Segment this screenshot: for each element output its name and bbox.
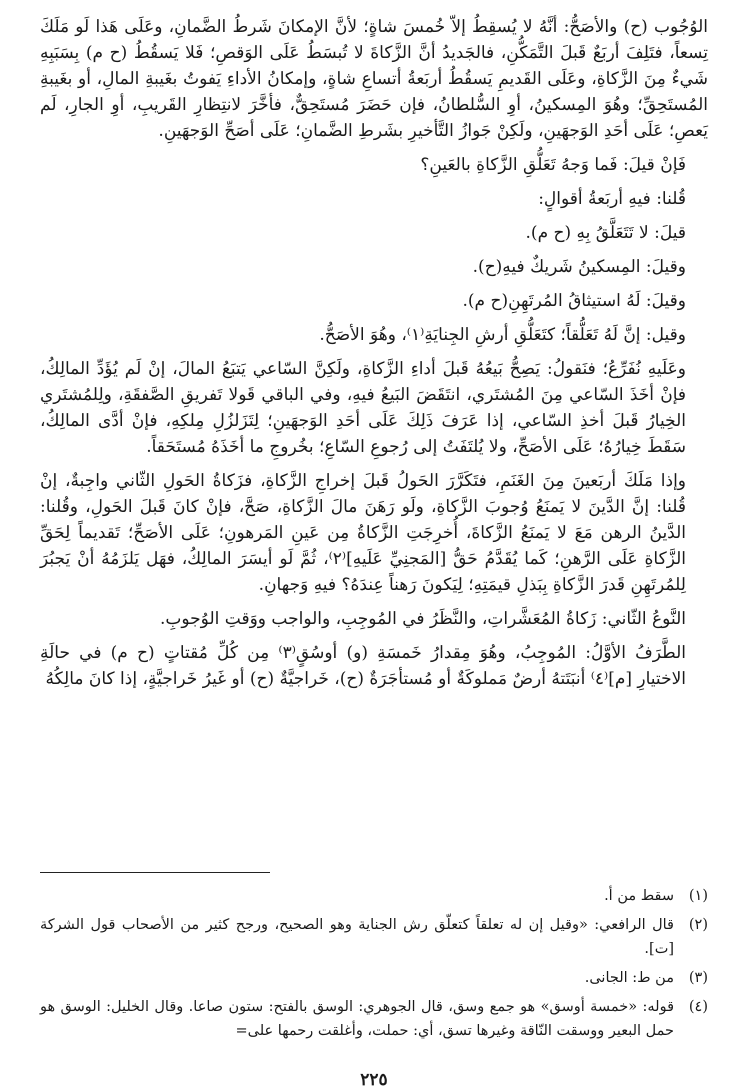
paragraph: قيلَ: لا تَتَعَلَّقُ بِهِ (ح م). (525, 223, 686, 243)
footnote-text: سقط من أ. (604, 888, 674, 904)
paragraph: وإذا مَلَكَ أربَعينَ مِنَ الغَنَمِ، فتَكَرَّرَ الحَولُ قَبلَ إخراجِ الزَّكاةِ، فزَكاةُ الحَولِ الثّاني واجِبةٌ، إنْ قُلنا: إنَّ الدَّينَ لا يَمنَعُ وُجوبَ الزَّكاةِ، ولَو رَهَنَ مالَ الزَّكاةِ، صَحَّ، فإنْ كانَ قَبلَ الحَولِ، وقُلنا: الدَّينُ الرهن مَعَ لا يَمنَعُ الزَّكاةَ، أُخرِجَتِ الزَّكاةُ مِن عَينِ المَرهونِ؛ عَلَى الأصَحِّ؛ تَقديماً لِحَقِّ الزَّكاةِ عَلَى الرَّهنِ؛ كَما يُقَدَّمُ حَقُّ [المَجنِيِّ عَلَيهِ]⁽٢⁾، ثُمَّ لَو أيسَرَ المالِكُ، فهَل يَلزَمُهُ أنْ يَجبُرَ لِلمُرتَهِنِ قَدرَ الزَّكاةِ بِبَذلِ قيمَتِهِ؛ لِيَكونَ رَهناً عِندَهُ؟ فيهِ وَجهانِ. (40, 471, 686, 595)
paragraph: وعَلَيهِ نُفَرِّعُ؛ فنَقولُ: يَصِحُّ بَيعُهُ قَبلَ أداءِ الزَّكاةِ، ولَكِنَّ السّاعي يَتبَعُ المالَ، إنْ لَم يُؤَدِّ المالِكُ، فإنْ أخَذَ السّاعي مِنَ المُشتَري، انتَقَضَ البَيعُ فيهِ، وفي الباقي قَولا تَفريقِ الصَّفقَةِ، ولِلمُشتَري الخِيارُ قَبلَ أخذِ السّاعي، إذا عَرَفَ ذَلِكَ عَلَى أحَدِ الوَجهَينِ؛ لِتَزَلزُلِ مِلكِهِ، فإنْ أدَّى المالِكُ، سَقَطَ خِيارُهُ؛ عَلَى الأصَحِّ، ولا يُلتَفَتُ إلى رُجوعِ السّاعِ؛ بخُروجِ ما أخَذَهُ مُستَحَقاً. (40, 359, 686, 457)
footnote-number: (٢) (688, 917, 708, 933)
paragraph: وقيلَ: المِسكينُ شَريكٌ فيهِ(ح). (472, 257, 686, 277)
paragraph: فَإنْ قيلَ: فَما وَجهُ تَعَلُّقِ الزَّكاةِ بالعَينِ؟ (420, 155, 686, 175)
footnote (40, 884, 708, 908)
footnote-text: قال الرافعي: «وقيل إن له تعلقاً كتعلّق رش الجناية وهو الصحيح، ورجح كثير من الأصحاب قول الشركة [ت]. (40, 917, 674, 957)
footnote-divider (40, 872, 270, 873)
paragraph: وقيل: إنَّ لَهُ تَعَلُّقاً؛ كتَعَلُّقِ أرشِ الجِنايَةِ⁽١⁾، وهُوَ الأصَحُّ. (319, 325, 686, 345)
footnote-number: (٣) (688, 970, 708, 986)
footnote (40, 995, 708, 1043)
footnote-text: قوله: «خمسة أوسق» هو جمع وسق، قال الجوهري: الوسق بالفتح: ستون صاعا. وقال الخليل: الوسق هو حمل البعير ووسقت النّاقة وغيرها تسق، أي: حملت، وأغلقت رحمها على= (40, 999, 674, 1039)
paragraph: قُلنا: فيهِ أربَعةُ أقوالٍ: (538, 189, 686, 209)
footnote (40, 913, 708, 961)
page-number: ٢٢٥ (360, 1070, 388, 1090)
paragraph: النَّوعُ الثّاني: زَكاةُ المُعَشَّراتِ، والنَّظَرُ في المُوجِبِ، والواجب ووَقتِ الوُجوبِ. (159, 609, 686, 629)
footnote-number: (٤) (688, 999, 708, 1015)
paragraph: وقيلَ: لَهُ استيثاقُ المُرتَهِنِ(ح م). (462, 291, 686, 311)
footnote-text: من ط: الجانى. (584, 970, 674, 986)
footnote (40, 966, 708, 990)
paragraph: الوُجُوب (ح) والأصَحُّ: أنَّهُ لا يُسقِطُ إلاّ خُمسَ شاةٍ؛ لأنَّ الإمكانَ شَرطُ الضَّمانِ، وعَلَى هَذا لَو مَلَكَ تِسعاً، فتَلِفَ أربَعٌ قَبلَ التَّمَكُّنِ، فالجَديدُ أنَّ الزَّكاةَ لا تُبسَطُ عَلَى الوَقصِ؛ فَلا يَسقُطُ (ح م) بِسَبَبِهِ شَيءٌ مِنَ الزَّكاةِ، وعَلَى القَديمِ يَسقُطُ أربَعةُ أتساعِ شاةٍ، وإمكانُ الأداءِ يَفوتُ بغَيبةِ المالِ، أو بغَيبةِ المُستَحِقِّ؛ وهُوَ المِسكينُ، أوِ السُّلطانُ، فإن حَضَرَ مُستَحِقٌّ، فأخَّرَ لانتِظارِ القَريبِ، أوِ الجارِ، لَم يَعصِ؛ عَلَى أحَدِ الوَجهَينِ، ولَكِنْ جَوازُ التَّأخيرِ بشَرطِ الضَّمانِ؛ عَلَى أصَحِّ الوَجهَينِ. (40, 17, 708, 141)
book-page (40, 14, 708, 1092)
footnote-number: (١) (688, 888, 708, 904)
footnotes (40, 884, 708, 1048)
paragraph: الطَّرَفُ الأوَّلُ: المُوجِبُ، وهُوَ مِقدارُ خَمسَةِ (و) أوسُقٍ⁽٣⁾ مِن كُلِّ مُقتاتٍ (ح م) في حالَةِ الاختيارِ [م]⁽٤⁾ أنبَتَتهُ أرضٌ مَملوكَةٌ أو مُستأجَرَةٌ (ح)، خَراجيَّةٌ (ح) أو غَيرُ خَراجيَّةٍ، إذا كانَ مالِكُهُ (40, 643, 686, 689)
main-text (40, 14, 708, 692)
